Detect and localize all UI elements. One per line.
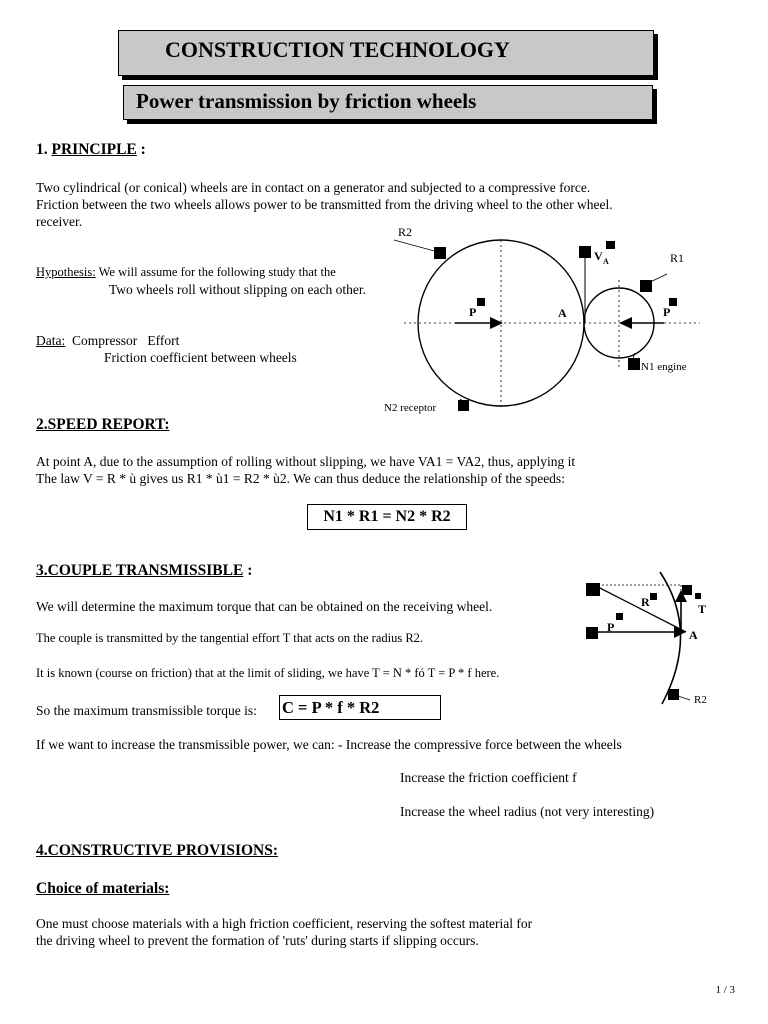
label-n2: N2 receptor: [384, 402, 437, 414]
n1-marker: [628, 358, 640, 370]
torque-line5: If we want to increase the transmissible power, we can: - Increase the compressive force between the wheels: [36, 737, 622, 752]
r1-marker: [640, 280, 652, 292]
hypothesis-line: [36, 264, 336, 281]
torque-line6: Increase the friction coefficient f: [400, 770, 577, 785]
document-subtitle: Power transmission by friction wheels: [123, 85, 653, 120]
label-va-sub: A: [603, 257, 609, 266]
va-marker: [579, 246, 591, 258]
label-p: P: [607, 620, 615, 634]
label-r: R: [641, 595, 650, 609]
label-r2: R2: [398, 225, 413, 239]
friction-wheels-diagram: [370, 222, 710, 422]
speed-line: At point A, due to the assumption of rolling without slipping, we have VA1 = VA2, thus, applying it: [36, 454, 576, 469]
data-text: Compressor Effort: [65, 333, 180, 348]
label-p-right: P: [663, 305, 671, 319]
section-speed-heading: 2.SPEED REPORT:: [36, 416, 170, 433]
hypothesis-label: Hypothesis:: [36, 265, 96, 279]
data-line2: Friction coefficient between wheels: [104, 350, 297, 365]
p-marker: [586, 627, 598, 639]
hypothesis-text: We will assume for the following study that the: [95, 265, 336, 279]
label-n1: N1 engine: [641, 361, 687, 373]
torque-equation: C = P * f * R2: [279, 695, 441, 720]
heading-number: 1.: [36, 141, 48, 158]
speed-paragraph: [36, 453, 575, 487]
materials-subheading: Choice of materials:: [36, 880, 170, 897]
r2-marker: [434, 247, 446, 259]
section-principle-heading: [36, 141, 146, 159]
heading-tail: :: [136, 141, 146, 158]
label-a2: A: [689, 628, 698, 642]
wheel-arc: [660, 572, 681, 704]
r-marker: [586, 583, 600, 596]
speed-line: The law V = R * ù gives us R1 * ù1 = R2 * ù2. We can thus deduce the relationship of the speeds:: [36, 471, 565, 486]
torque-force-diagram: [578, 568, 728, 713]
torque-prefix: So the maximum transmissible torque is:: [36, 703, 257, 718]
principle-line: Friction between the two wheels allows power to be transmitted from the driving wheel to the other wheel.: [36, 197, 613, 212]
data-label: Data:: [36, 333, 66, 348]
principle-line: Two cylindrical (or conical) wheels are in contact on a generator and subjected to a compressive force.: [36, 180, 591, 195]
n2-marker: [458, 400, 469, 411]
heading-text: PRINCIPLE: [51, 141, 137, 158]
t-marker: [682, 585, 692, 595]
materials-paragraph: [36, 915, 532, 949]
torque-line1: We will determine the maximum torque that can be obtained on the receiving wheel.: [36, 599, 493, 614]
section-provisions-heading: 4.CONSTRUCTIVE PROVISIONS:: [36, 842, 279, 859]
label-va: V: [594, 249, 603, 263]
document-title: CONSTRUCTION TECHNOLOGY: [118, 30, 654, 76]
heading-text: 3.COUPLE TRANSMISSIBLE: [36, 562, 244, 579]
label-r2-fig2: R2: [694, 694, 707, 706]
data-line: [36, 332, 179, 349]
r2-marker-fig2: [668, 689, 679, 700]
section-torque-heading: [36, 562, 252, 580]
torque-line4: [36, 702, 257, 719]
materials-line: One must choose materials with a high friction coefficient, reserving the softest material for: [36, 916, 533, 931]
label-r1: R1: [670, 251, 685, 265]
torque-line3: It is known (course on friction) that at the limit of sliding, we have T = N * fó T = P * f here.: [36, 666, 500, 680]
label-t: T: [698, 602, 707, 616]
heading-tail: :: [243, 562, 253, 579]
page-number: 1 / 3: [715, 984, 735, 996]
principle-line: receiver.: [36, 214, 83, 229]
speed-equation: N1 * R1 = N2 * R2: [307, 504, 467, 530]
label-a: A: [558, 306, 567, 320]
torque-line2: The couple is transmitted by the tangential effort T that acts on the radius R2.: [36, 631, 424, 645]
label-p-left: P: [469, 305, 477, 319]
torque-line7: Increase the wheel radius (not very interesting): [400, 804, 655, 819]
hypothesis-line2: Two wheels roll without slipping on each other.: [109, 282, 367, 297]
materials-line: the driving wheel to prevent the formation of 'ruts' during starts if slipping occurs.: [36, 933, 479, 948]
